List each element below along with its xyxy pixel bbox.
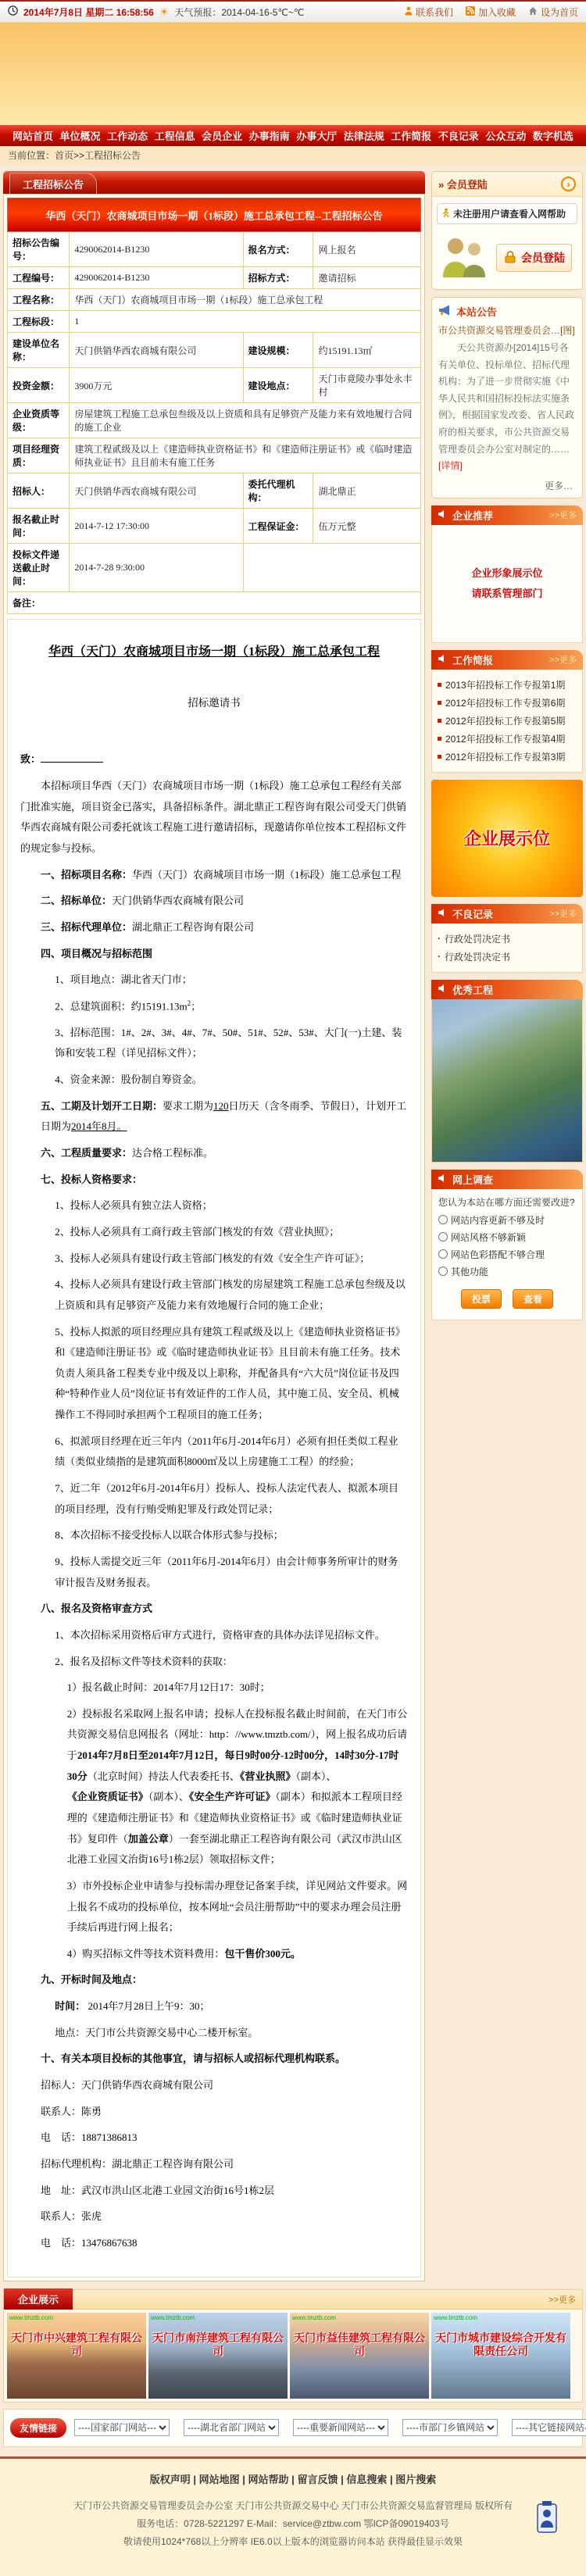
doc-paragraph: 6、拟派项目经理在近三年内（2011年6月-2014年6月）必须有担任类似工程业绩（类似业绩指的是建筑面积8000㎡及以上房建施工工程）的经验； [55,1434,398,1468]
info-value: 2014-7-28 9:30:00 [70,544,243,592]
info-value: 天门供销华西农商城有限公司 [70,473,243,509]
speaker-icon [438,1174,448,1185]
speaker-icon [438,509,448,521]
notice-title-link[interactable]: 市公共资源交易管理委员会…[图] [438,325,575,336]
footer-link[interactable]: 留言反馈 [297,2473,338,2485]
nav-item[interactable]: 会员企业 [202,130,243,142]
vote-button[interactable]: 投票 [461,1289,502,1309]
info-label: 委托代理机构： [243,473,313,509]
set-homepage-link[interactable]: 设为首页 [528,5,578,19]
doc-paragraph: 3、招标范围：1#、2#、3#、4#、7#、50#、51#、52#、53#、大门(一)土建、装饰和安装工程（详见招标文件）； [55,1026,402,1059]
table-row [8,509,421,544]
info-label: 报名截止时间： [8,509,70,544]
info-value: 湖北鼎正 [313,473,421,509]
company-card[interactable] [290,2313,429,2399]
nav-item[interactable]: 办事指南 [248,130,290,142]
bullet-icon: · [438,951,441,963]
doc-paragraph: 招标邀请书 [188,696,241,709]
survey-option[interactable]: 其他功能 [438,1265,576,1278]
bullet-icon [438,755,441,759]
footer-browser-note: 敬请使用1024*768以上分辨率 IE6.0以上版本的浏览器访问本站 获得最佳显示效果 [123,2535,463,2547]
doc-paragraph: 3、投标人必须具有建设行政主管部门核发的有效《安全生产许可证》； [55,1252,370,1264]
bad-records-panel: 不良记录 >>更多 · 行政处罚决定书 · 行政处罚决定书 [431,904,583,973]
footer [0,2459,586,2576]
friend-link-select[interactable] [402,2419,498,2436]
rss-icon [466,6,475,18]
bullet-icon [438,701,441,705]
detail-link[interactable]: [详情] [438,460,463,472]
table-row [8,267,421,289]
nav-item[interactable]: 网站首页 [13,130,54,142]
survey-radio[interactable] [438,1215,448,1224]
bullet-icon: · [438,933,441,945]
clock-icon [8,5,18,18]
doc-paragraph: 2、投标人必须具有工商行政主管部门核发的有效《营业执照》； [55,1225,340,1238]
nav-item[interactable]: 不良记录 [438,130,479,142]
showcase-more-link[interactable]: >>更多 [548,2295,576,2305]
table-row [8,333,421,368]
survey-radio[interactable] [438,1232,448,1242]
company-name: 天门市益佳建筑工程有限公司 [294,2331,425,2358]
doc-paragraph: 1、项目地点：湖北省天门市； [55,974,192,986]
doc-paragraph: 4、投标人必须具有建设行政主管部门核发的房屋建筑工程施工总承包叁级及以上资质和具有足够资产及能力来有效地履行合同的施工企业； [55,1278,406,1311]
table-row [8,311,421,333]
info-value: 2014-7-12 17:30:00 [70,509,243,544]
footer-link[interactable]: 版权声明 [149,2473,191,2485]
doc-paragraph: 9、投标人需提交近三年（2011年6月-2014年6月）由会计师事务所审计的财务审计报告及财务报表。 [55,1555,398,1588]
company-card[interactable] [431,2313,570,2399]
info-value: 房屋建筑工程施工总承包叁级及以上资质和具有足够资产及能力来有效地履行合同的施工企业 [70,403,421,438]
survey-option[interactable]: 网站色彩搭配不够合理 [438,1248,576,1261]
main-area [0,165,586,2281]
friend-link-select[interactable] [293,2419,388,2436]
speaker-icon [438,908,448,920]
watermark: www.tmztb.com [292,2313,337,2321]
watermark: www.tmztb.com [9,2313,54,2321]
doc-paragraph: 九、开标时间及地点： [41,1974,143,1986]
info-value: 约15191.13㎡ [313,333,421,368]
info-label: 招标公告编号： [8,232,70,267]
work-bulletin-panel: 工作简报 >>更多 2013年招投标工作专报第1期 2012年招投标工作专报第6期 2012年招投标工作专报第5期 2012年招投标工作专报第4期 2012年招投标工作专报第3期 [431,650,583,773]
survey-question: 您认为本站在哪方面还需要改进? [438,1196,575,1208]
online-survey-panel: 网上调查 您认为本站在哪方面还需要改进? 网站内容更新不够及时 网站风格不够新颖 网站色彩搭配不够合理 其他功能 投票 查看 [431,1170,583,1320]
footer-link[interactable]: 图片搜索 [395,2473,437,2485]
person-icon [405,6,413,18]
megaphone-icon [438,305,452,318]
survey-option[interactable]: 网站风格不够新颖 [438,1231,576,1244]
survey-radio[interactable] [438,1249,448,1259]
table-row [8,473,421,509]
nav-item[interactable]: 工作动态 [107,130,148,142]
footer-copyright: 天门市公共资源交易管理委员会办公室 天门市公共资源交易中心 天门市公共资源交易监督管理局 版权所有 [73,2499,513,2511]
blank-line [41,752,103,763]
footer-link[interactable]: 信息搜索 [346,2473,388,2485]
company-name: 天门市城市建设综合开发有限责任公司 [435,2331,566,2358]
add-favorite-link[interactable]: 加入收藏 [466,5,516,19]
nav-item[interactable]: 单位概况 [59,130,101,142]
doc-paragraph: 1）报名截止时间：2014年7月12日17：30时； [66,1681,270,1694]
members-illustration [437,234,493,281]
bulletin-item[interactable]: 2012年招投标工作专报第6期 [438,694,577,712]
company-name: 天门市中兴建筑工程有限公司 [11,2331,142,2358]
member-login-title: » 会员登陆 [438,179,488,191]
table-row [8,592,421,614]
info-value: 华西（天门）农商城项目市场一期（1标段）施工总承包工程 [70,289,421,311]
nav-item[interactable]: 办事大厅 [296,130,338,142]
current-datetime: 2014年7月8日 星期二 16:58:56 [23,6,154,18]
breadcrumb: 当前位置：首页>>工程招标公告 [0,146,586,165]
info-label: 工程编号： [8,267,70,289]
doc-paragraph: 一、招标项目名称：华西（天门）农商城项目市场一期（1标段）施工总承包工程 [41,868,402,881]
watermark: www.tmztb.com [434,2313,478,2321]
info-label: 招标人： [8,473,70,509]
view-results-button[interactable]: 查看 [513,1289,553,1309]
doc-paragraph: 7、近二年（2012年6月-2014年6月）投标人、投标人法定代表人、拟派本项目的项目经理，没有行贿受贿犯罪及行政处罚记录； [55,1482,399,1515]
doc-paragraph: 四、项目概况与招标范围 [41,947,153,959]
doc-paragraph: 致： [20,749,408,770]
doc-paragraph: 4）购买招标文件等技术资料费用：包干售价300元。 [66,1947,301,1960]
company-name: 天门市南洋建筑工程有限公司 [152,2331,284,2358]
police-badge-icon[interactable] [531,2499,563,2539]
speaker-icon [438,654,448,666]
bad-records-more-link[interactable]: >>更多 [549,909,577,920]
bulletin-item[interactable]: 2012年招投标工作专报第5期 [438,712,577,730]
doc-paragraph: 联系人：张虎 [41,2210,102,2223]
doc-paragraph: 时间： 2014年7月28日上午9：30； [55,2000,210,2013]
doc-paragraph: 招标代理机构：湖北鼎正工程咨询有限公司 [41,2157,234,2170]
info-value: 建筑工程贰级及以上《建造师执业资格证书》和《建造师注册证书》或《临时建造师执业证书》且目前未有施工任务 [70,438,421,473]
doc-paragraph: 招标人：天门供销华西农商城有限公司 [41,2079,214,2092]
footer-link[interactable]: 网站地图 [198,2473,240,2485]
table-row [8,403,421,438]
nav-item[interactable]: 工作简报 [391,130,432,142]
info-label: 项目经理资质： [8,438,70,473]
info-value: 天门市竟陵办事处永丰村 [313,368,421,403]
info-value: 天门供销华西农商城有限公司 [70,333,243,368]
info-label: 建设规模： [243,333,313,368]
doc-paragraph: 5、投标人拟派的项目经理应具有建筑工程贰级及以上《建造师执业资格证书》和《建造师注册证书》或《临时建造师执业证书》且目前未有施工任务。技术负责人须具备工程类专业中级及以上职称，并配备具有“六大员”岗位证书及四种“特种作业人员”岗位证书有效证件的工作人员，其中施工员、安全员、机械操作工不得同时承担两个工程项目的施工任务； [55,1325,406,1421]
info-label: 投标文件递送截止时间： [8,544,70,592]
doc-paragraph: 8、本次招标不接受投标人以联合体形式参与投标； [55,1529,284,1542]
showcase-cards [4,2310,582,2402]
register-help-link[interactable]: 未注册用户请查看入网帮助 [437,203,577,224]
doc-paragraph: 联系人：陈勇 [41,2105,102,2117]
site-banner [0,23,586,125]
bulletin-item[interactable]: 2013年招投标工作专报第1期 [438,676,577,694]
bulletin-item[interactable]: 2012年招投标工作专报第4期 [438,730,577,748]
survey-radio[interactable] [438,1267,448,1276]
doc-paragraph: 地点：天门市公共资源交易中心二楼开标室。 [55,2026,259,2038]
info-value: 网上报名 [313,232,421,267]
doc-paragraph: 2、报名及招标文件等技术资料的获取： [55,1655,233,1667]
friend-links-label: 友情链接 [10,2418,66,2438]
info-label: 工程保证金： [243,509,313,544]
sun-icon: ☀ [159,5,170,18]
friend-link-select[interactable] [512,2419,586,2436]
info-value: 4290062014-B1230 [70,267,243,289]
survey-options [438,1213,576,1278]
company-card[interactable] [7,2313,146,2399]
doc-paragraph: 1、投标人必须具有独立法人资格； [55,1199,213,1212]
content-column [3,171,425,2281]
enterprise-showcase-section [3,2289,583,2403]
info-value: 邀请招标 [313,267,421,289]
doc-paragraph: 电 话：18871386813 [41,2131,138,2144]
doc-paragraph: 2）投标报名采取网上报名申请；投标人在投标报名截止时间前，在天门市公共资源交易信息网报名（网址：http：//www.tmztb.com/），网上报名成功后请于2014年7月8日至2014年7月12日，每日9时00分-12时00分，14时30分-17时30分（北京时间）持法人代表委托书、《营业执照》（副本）、《企业资质证书》（副本）、《安全生产许可证》（副本）和拟派本工程项目经理的《建造师注册证书》和《建造师执业资格证书》或《临时建造师执业证书》复印件（加盖公章）一套至湖北鼎正工程咨询有限公司（武汉市洪山区北港工业园文治街16号1栋2层）领取招标文件； [66,1707,408,1866]
bullet-icon [438,683,441,687]
bullet-icon [438,719,441,723]
doc-paragraph: 地 址：武汉市洪山区北港工业园文治街16号1栋2层 [41,2184,275,2196]
arrow-right-icon[interactable]: › [561,177,576,191]
doc-paragraph: 2、总建筑面积：约$15191.13m^2$； [55,999,202,1013]
tab-project-announcement[interactable]: 工程招标公告 [9,173,97,194]
watermark: www.tmztb.com [151,2313,195,2321]
notice-more-link[interactable]: 更多… [544,480,573,491]
enterprise-showcase-banner[interactable]: 企业展示位 [431,780,583,897]
bulletin-item[interactable]: 2012年招投标工作专报第3期 [438,748,577,766]
friend-link-select[interactable] [74,2419,170,2436]
bullet-icon [438,737,441,741]
doc-paragraph: 3）市外投标企业申请参与投标需办理登记备案手续，详见网站文件要求。网上报名不成功的投标单位，按本网址“会员注册帮助”中的要求办理会员注册手续后再进行网上报名； [66,1879,408,1934]
info-value: 1 [70,311,421,333]
sidebar [431,171,583,1327]
info-value: 3900万元 [70,368,243,403]
excellent-projects-panel: 优秀工程 [431,980,583,1163]
nav-item[interactable]: 公众互动 [485,130,527,142]
footer-link[interactable]: 网站帮助 [248,2473,289,2485]
excellent-project-photo[interactable] [432,999,582,1162]
bad-record-item[interactable]: · 行政处罚决定书 [438,933,511,945]
site-notice-panel: 本站公告 市公共资源交易管理委员会…[图] 天公共资源办[2014]15号各有关单位、投标单位、招标代理机构：为了进一步贯彻实施《中华人民共和国招标投标法实施条例》，根据国家发改委、省人民政府的相关要求，市公共资源交易管理委员会办公室对制定的…… [详情] 更多… [431,297,583,498]
top-utility-bar [0,2,586,23]
lock-icon [503,250,517,266]
info-label: 招标方式： [243,267,313,289]
doc-paragraph: 三、招标代理单位：湖北鼎正工程咨询有限公司 [41,920,255,933]
doc-paragraph: 七、投标人资格要求： [41,1173,143,1185]
bad-records-list [432,924,582,972]
table-row [8,544,421,592]
survey-option[interactable]: 网站内容更新不够及时 [438,1213,576,1227]
info-value: 4290062014-B1230 [70,232,243,267]
member-login-button[interactable]: 会员登陆 [496,244,572,272]
showcase-placeholder-text: 企业形象展示位 请联系管理部门 [471,566,543,599]
runner-icon [441,208,450,220]
company-card[interactable] [148,2313,288,2399]
doc-paragraph: 十、有关本项目投标的其他事宜，请与招标人或招标代理机构联系。 [41,2053,346,2065]
announcement-title: 华西（天门）农商城项目市场一期（1标段）施工总承包工程--工程招标公告 [8,198,421,232]
info-label: 报名方式： [243,232,313,267]
friend-links-selects [74,2419,586,2436]
showcase-tab[interactable]: 企业展示 [4,2288,73,2310]
speaker-icon [438,984,448,995]
nav-menu [0,125,586,146]
section-tab-bar [3,171,425,194]
info-label: 企业资质等级： [8,403,70,438]
doc-paragraph: 电 话：13476867638 [41,2236,138,2249]
table-row [8,289,421,311]
bad-record-item[interactable]: · 行政处罚决定书 [438,951,511,963]
doc-paragraph: 1、本次招标采用资格后审方式进行，资格审查的具体办法详见招标文件。 [55,1628,385,1641]
weather-forecast: 天气预报：2014-04-16-5℃~℃ [174,6,305,18]
info-value: 伍万元整 [313,509,421,544]
friend-links-bar [3,2409,583,2447]
info-label: 工程标段： [8,311,70,333]
doc-paragraph: 本招标项目华西（天门）农商城项目市场一期（1标段）施工总承包工程经有关部门批准实施，项目资金已落实，具备招标条件。湖北鼎正工程咨询有限公司受天门供销华西农商城有限公司委托就该工程施工进行邀请招标，现邀请你单位按本工程招标文件的规定参与投标。 [20,780,407,855]
bulletin-list [432,670,582,772]
table-row [8,438,421,473]
member-login-panel [431,171,583,290]
notice-summary: 天公共资源办[2014]15号各有关单位、投标单位、招标代理机构：为了进一步贯彻实施《中华人民共和国招标投标法实施条例》，根据国家发改委、省人民政府的相关要求，市公共资源交易管理委员会办公室对制定的…… [详情] [438,342,575,472]
doc-paragraph: 4、资金来源：股份制自筹资金。 [55,1074,202,1086]
doc-paragraph: 华西（天门）农商城项目市场一期（1标段）施工总承包工程 [48,645,380,659]
info-label: 投资金额： [8,368,70,403]
friend-link-select[interactable] [184,2419,279,2436]
info-label: 建设地点： [243,368,313,403]
info-table [7,198,421,614]
doc-paragraph: 五、工期及计划开工日期：要求工期为120日历天（含冬雨季、节假日），计划开工日期为2014年8月。 [41,1099,407,1133]
doc-paragraph: 二、招标单位：天门供销华西农商城有限公司 [41,895,245,907]
info-label: 建设单位名称： [8,333,70,368]
doc-body [7,619,421,2278]
nav-item[interactable]: 法律法规 [343,130,384,142]
doc-paragraph: 六、工程质量要求：达合格工程标准。 [41,1147,214,1159]
doc-paragraph: 八、报名及资格审查方式 [41,1602,153,1615]
enterprise-recommend-panel: 企业推荐 >>更多 企业形象展示位 请联系管理部门 [431,506,583,643]
nav-item[interactable]: 数字机选 [532,130,573,142]
info-label: 工程名称： [8,289,70,311]
info-value [243,544,420,592]
home-icon [528,6,538,18]
contact-us-link[interactable]: 联系我们 [405,5,453,19]
bulletin-more-link[interactable]: >>更多 [549,656,577,666]
footer-contact: 服务电话：0728-5221297 E-Mail：service@ztbw.com 鄂ICP备09019403号 [137,2517,449,2529]
announcement-box [3,194,425,2281]
nav-item[interactable]: 工程信息 [154,130,195,142]
footer-links: 版权声明 | 网站地图 | 网站帮助 | 留言反馈 | 信息搜索 | 图片搜索 [149,2473,437,2485]
info-label: 备注： [8,592,421,614]
table-row [8,368,421,403]
recommend-more-link[interactable]: >>更多 [549,511,577,521]
table-row [8,232,421,267]
